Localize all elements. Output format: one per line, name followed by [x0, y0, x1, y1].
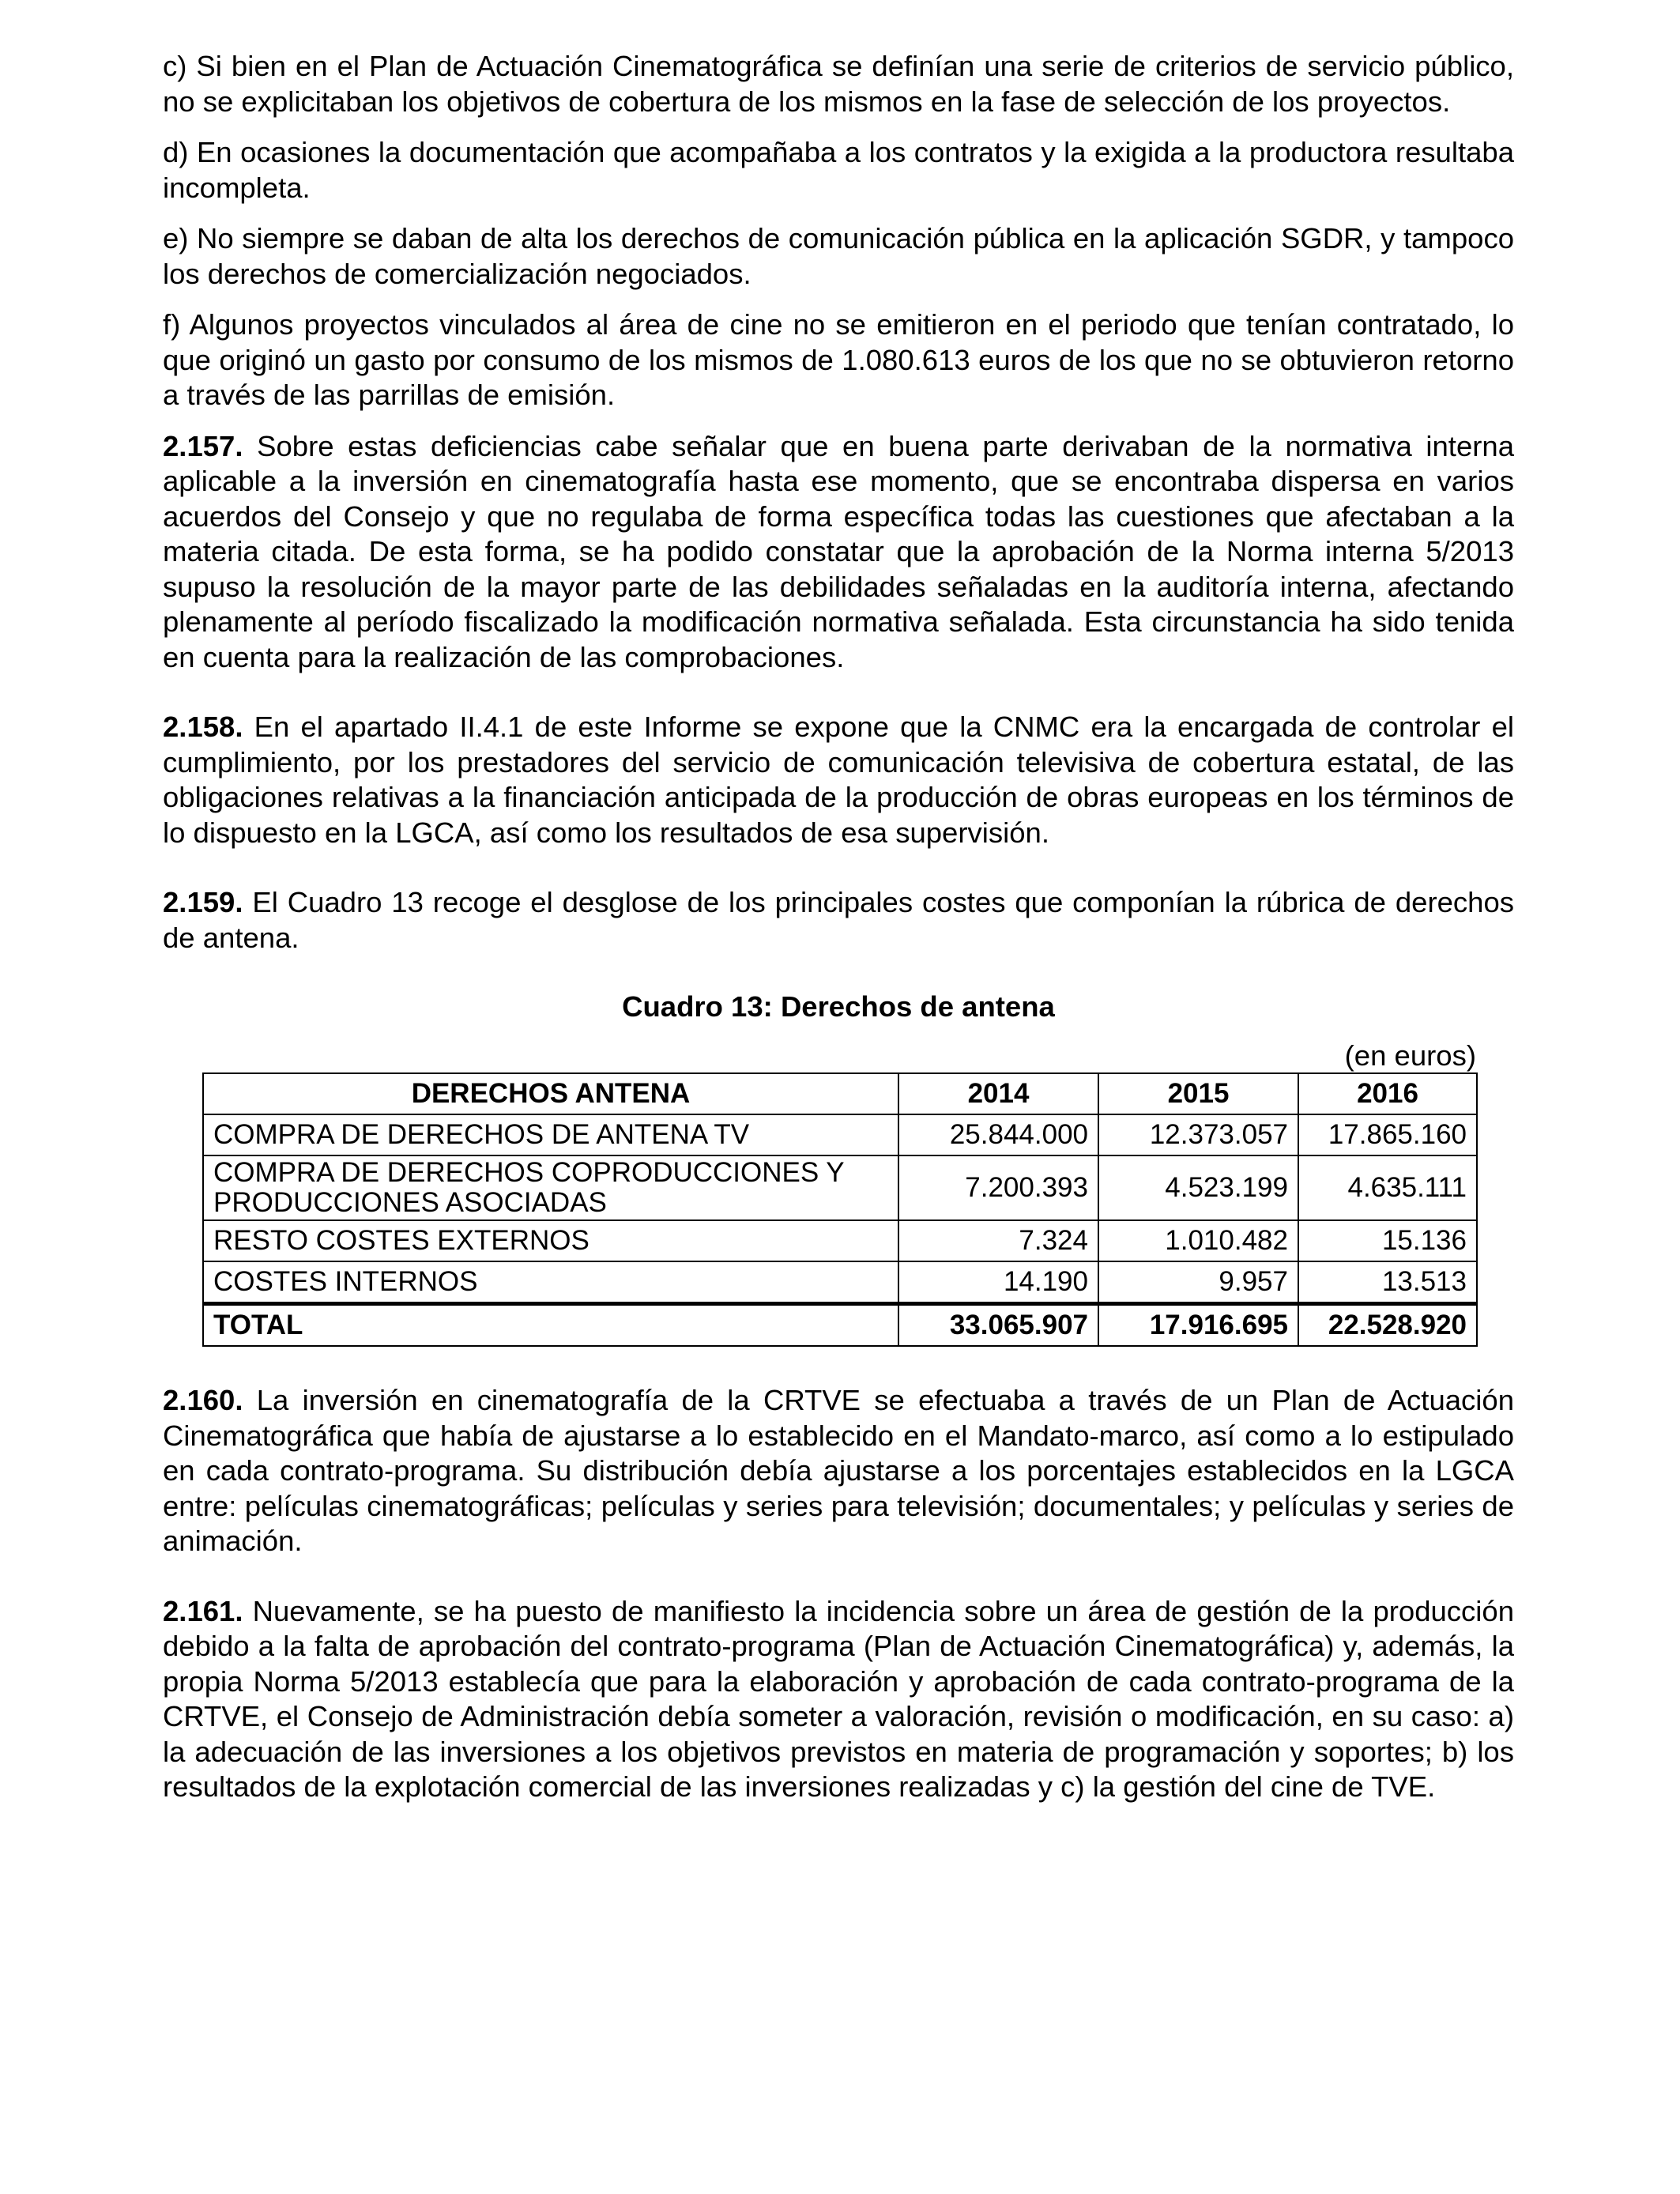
paragraph-text: La inversión en cinematografía de la CRTVE se efectuaba a través de un Plan de Actuación Cinematográfica que había de ajustarse a lo establecido en el Mandato-marco, así como a lo estipulado en cada contrato-programa. Su distribución debía ajustarse a los porcentajes establecidos en la LGCA entre: películas cinematográficas; películas y series para televisión; documentales; y películas y series de animación. — [163, 1384, 1514, 1557]
paragraph-text: Sobre estas deficiencias cabe señalar que en buena parte derivaban de la normativa interna aplicable a la inversión en cinematografía hasta ese momento, que se encontraba dispersa en varios acuerdos del Consejo y que no regulaba de forma específica todas las cuestiones que afectaban a la materia citada. De esta forma, se ha podido constatar que la aprobación de la Norma interna 5/2013 supuso la resolución de la mayor parte de las debilidades señaladas en la auditoría interna, afectando plenamente al período fiscalizado la modificación normativa señalada. Esta circunstancia ha sido tenida en cuenta para la realización de las comprobaciones. — [163, 429, 1514, 673]
header-cell: DERECHOS ANTENA — [203, 1073, 898, 1114]
header-cell: 2014 — [898, 1073, 1098, 1114]
row-label: COMPRA DE DERECHOS DE ANTENA TV — [203, 1114, 898, 1155]
paragraph-number: 2.157. — [163, 429, 243, 462]
table-row — [203, 1155, 1477, 1220]
paragraph-c: c) Si bien en el Plan de Actuación Cinematográfica se definían una serie de criterios de servicio público, no se explicitaban los objetivos de cobertura de los mismos en la fase de selección de los proyectos. — [163, 50, 1514, 118]
cell-value: 14.190 — [898, 1261, 1098, 1304]
cell-value: 1.010.482 — [1098, 1220, 1298, 1261]
document-page — [163, 49, 1514, 1805]
paragraph-2-159 — [163, 885, 1514, 956]
paragraph-2-161 — [163, 1594, 1514, 1805]
paragraph-2-160 — [163, 1383, 1514, 1559]
paragraph-f: f) Algunos proyectos vinculados al área de cine no se emitieron en el periodo que tenían contratado, lo que originó un gasto por consumo de los mismos de 1.080.613 euros de los que no se obtuvieron retorno a través de las parrillas de emisión. — [163, 308, 1514, 411]
cell-value: 17.865.160 — [1298, 1114, 1477, 1155]
header-cell: 2016 — [1298, 1073, 1477, 1114]
paragraph-d: d) En ocasiones la documentación que acompañaba a los contratos y la exigida a la productora resultaba incompleta. — [163, 136, 1514, 204]
row-label: COMPRA DE DERECHOS COPRODUCCIONES Y PRODUCCIONES ASOCIADAS — [203, 1155, 898, 1220]
cell-value: 7.200.393 — [898, 1155, 1098, 1220]
paragraph-2-157 — [163, 429, 1514, 676]
paragraph-text: En el apartado II.4.1 de este Informe se expone que la CNMC era la encargada de controlar el cumplimiento, por los prestadores del servicio de comunicación televisiva de cobertura estatal, de las obligaciones relativas a la financiación anticipada de la producción de obras europeas en los términos de lo dispuesto en la LGCA, así como los resultados de esa supervisión. — [163, 711, 1514, 849]
cell-value: 9.957 — [1098, 1261, 1298, 1304]
cell-value: 25.844.000 — [898, 1114, 1098, 1155]
cell-value: 4.635.111 — [1298, 1155, 1477, 1220]
paragraph-text: El Cuadro 13 recoge el desglose de los principales costes que componían la rúbrica de derechos de antena. — [163, 886, 1514, 954]
derechos-antena-table — [202, 1072, 1478, 1347]
cell-value: 7.324 — [898, 1220, 1098, 1261]
paragraph-number: 2.159. — [163, 886, 243, 918]
cell-value: 12.373.057 — [1098, 1114, 1298, 1155]
row-label: COSTES INTERNOS — [203, 1261, 898, 1304]
header-cell: 2015 — [1098, 1073, 1298, 1114]
paragraph-e: e) No siempre se daban de alta los derechos de comunicación pública en la aplicación SGDR, y tampoco los derechos de comercialización negociados. — [163, 222, 1514, 290]
table-total-row — [203, 1304, 1477, 1347]
total-label: TOTAL — [203, 1304, 898, 1347]
row-label: RESTO COSTES EXTERNOS — [203, 1220, 898, 1261]
total-value: 17.916.695 — [1098, 1304, 1298, 1347]
cell-value: 15.136 — [1298, 1220, 1477, 1261]
paragraph-number: 2.161. — [163, 1594, 243, 1627]
cell-value: 13.513 — [1298, 1261, 1477, 1304]
table-row — [203, 1261, 1477, 1304]
total-value: 33.065.907 — [898, 1304, 1098, 1347]
total-value: 22.528.920 — [1298, 1304, 1477, 1347]
table-units: (en euros) — [1344, 1039, 1476, 1072]
table-header-row — [203, 1073, 1477, 1114]
table-row — [203, 1114, 1477, 1155]
paragraph-number: 2.158. — [163, 711, 243, 743]
paragraph-text: Nuevamente, se ha puesto de manifiesto la incidencia sobre un área de gestión de la producción debido a la falta de aprobación del contrato-programa (Plan de Actuación Cinematográfica) y, además, la propia Norma 5/2013 establecía que para la elaboración y aprobación de cada contrato-programa de la CRTVE, el Consejo de Administración debía someter a valoración, revisión o modificación, en su caso: a) la adecuación de las inversiones a los objetivos previstos en materia de programación y soportes; b) los resultados de la explotación comercial de las inversiones realizadas y c) la gestión del cine de TVE. — [163, 1594, 1514, 1803]
paragraph-number: 2.160. — [163, 1384, 243, 1416]
table-caption: Cuadro 13: Derechos de antena — [622, 990, 1055, 1023]
table-row — [203, 1220, 1477, 1261]
cell-value: 4.523.199 — [1098, 1155, 1298, 1220]
paragraph-2-158 — [163, 710, 1514, 850]
